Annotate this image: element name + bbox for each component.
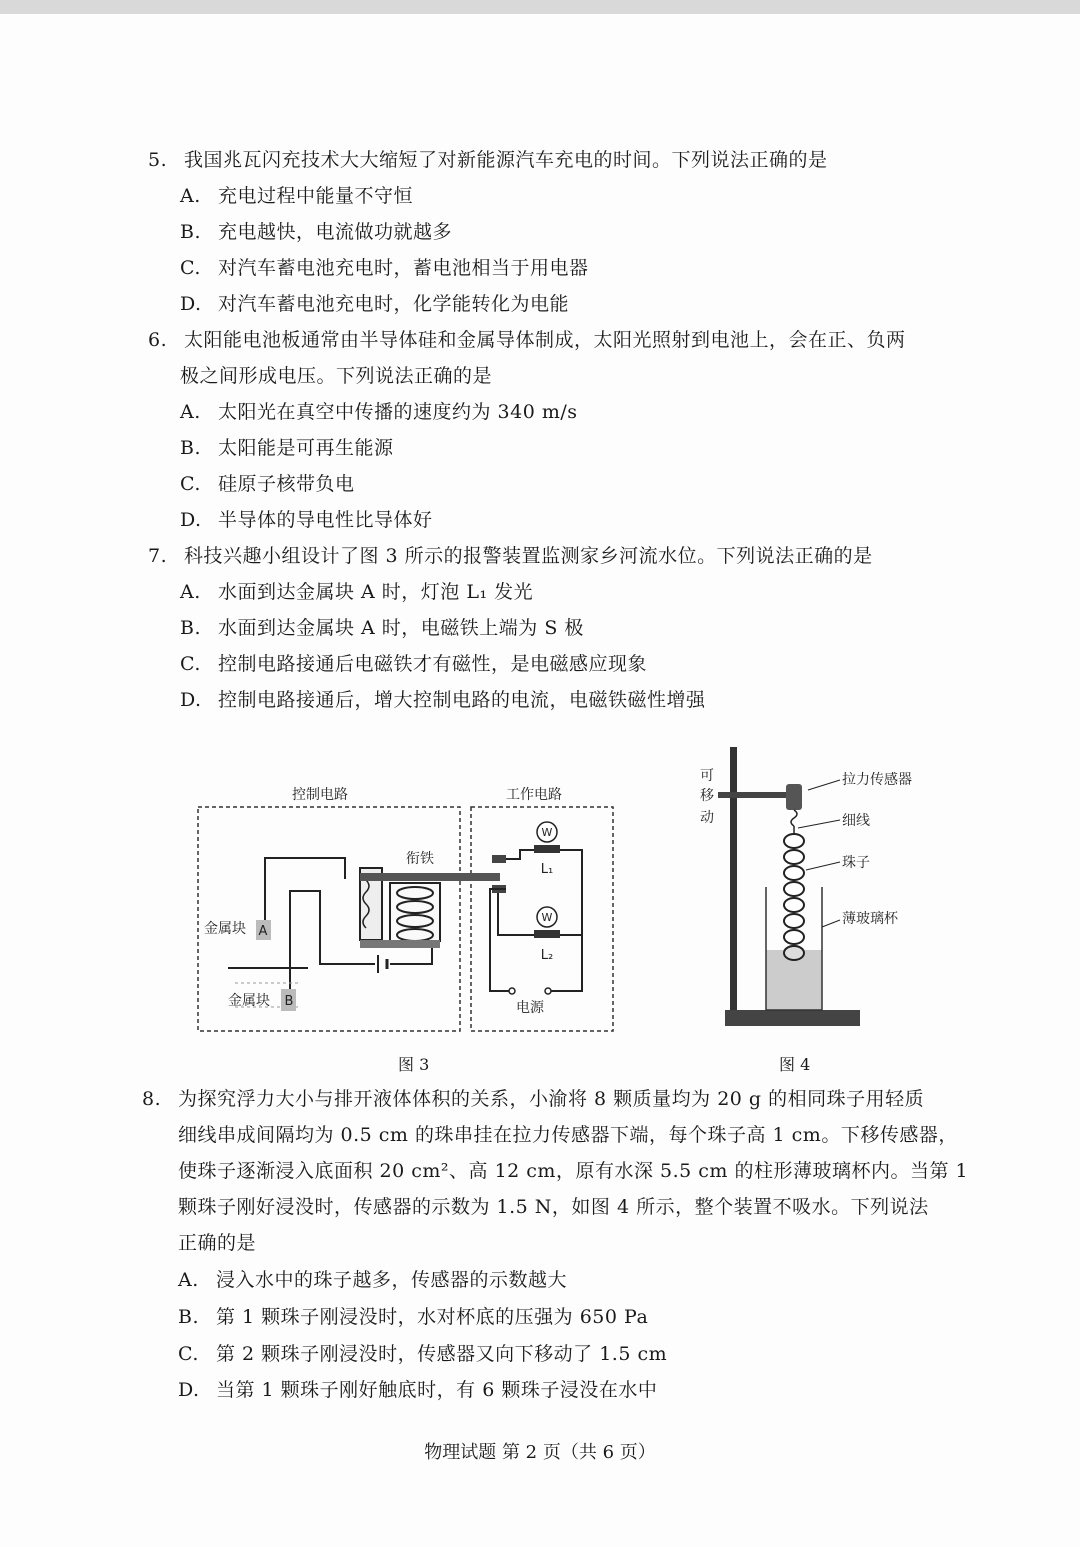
option-text: 控制电路接通后，增大控制电路的电流，电磁铁磁性增强 [218, 689, 706, 711]
option-letter: C. [180, 257, 201, 279]
metal-a-label: 金属块 [204, 921, 246, 937]
q5-option-b [180, 220, 452, 244]
movable-label-2: 移 [700, 788, 714, 804]
bead [784, 850, 804, 864]
bead [784, 914, 804, 928]
option-text: 第 2 颗珠子刚浸没时，传感器又向下移动了 1.5 cm [216, 1343, 668, 1365]
option-letter: C. [180, 653, 201, 675]
q6-stem-line1: 太阳能电池板通常由半导体硅和金属导体制成，太阳光照射到电池上，会在正、负两 [184, 329, 906, 351]
q7-stem [148, 544, 873, 568]
option-text: 当第 1 颗珠子刚好触底时，有 6 颗珠子浸没在水中 [216, 1379, 658, 1401]
armature [360, 873, 500, 881]
lamp-l2-label: L₂ [540, 948, 554, 963]
control-circuit-label: 控制电路 [292, 787, 348, 803]
option-text: 对汽车蓄电池充电时，化学能转化为电能 [218, 293, 570, 315]
submerged-bead [784, 946, 804, 960]
lamp-l1-w: W [541, 826, 553, 839]
bead [784, 866, 804, 880]
q5-stem-text: 我国兆瓦闪充技术大大缩短了对新能源汽车充电的时间。下列说法正确的是 [184, 149, 828, 171]
lamp-l2-base [534, 930, 560, 938]
q7-stem-text: 科技兴趣小组设计了图 3 所示的报警装置监测家乡河流水位。下列说法正确的是 [184, 545, 873, 567]
option-text: 控制电路接通后电磁铁才有磁性，是电磁感应现象 [218, 653, 648, 675]
q5-option-a [180, 184, 413, 208]
q8-stem-line3: 使珠子逐渐浸入底面积 20 cm²、高 12 cm，原有水深 5.5 cm 的柱形薄玻璃杯内。当第 1 [178, 1160, 969, 1182]
q8-stem-line5: 正确的是 [178, 1232, 257, 1254]
metal-a-letter: A [258, 924, 268, 939]
q6-option-c [180, 472, 355, 496]
bead [784, 882, 804, 896]
magnet-base [360, 940, 440, 948]
movable-label-1: 可 [700, 768, 714, 784]
q7-option-a [180, 580, 533, 604]
q8-stem-text: 为探究浮力大小与排开液体体积的关系，小渝将 8 颗质量均为 20 g 的相同珠子用轻质 [178, 1088, 925, 1110]
power-source-label: 电源 [516, 1000, 544, 1016]
sensor-label: 拉力传感器 [842, 772, 912, 788]
lamp-l1-label: L₁ [540, 862, 554, 877]
bead-string [784, 834, 804, 960]
hook-icon [791, 810, 797, 826]
option-letter: B. [180, 437, 202, 459]
q7-number: 7. [148, 545, 168, 567]
lamp-l2-w: W [541, 911, 553, 924]
q5-stem [148, 148, 828, 172]
option-letter: C. [180, 473, 201, 495]
thread-label: 细线 [842, 813, 870, 829]
option-letter: C. [178, 1343, 199, 1365]
work-circuit-label: 工作电路 [506, 787, 562, 803]
option-letter: B. [180, 617, 202, 639]
q8-option-c [178, 1342, 667, 1366]
q8-number: 8. [142, 1088, 162, 1110]
option-letter: D. [178, 1379, 200, 1401]
q6-stem [148, 328, 906, 352]
q8-stem-line4: 颗珠子刚好浸没时，传感器的示数为 1.5 N，如图 4 所示，整个装置不吸水。下列说法 [178, 1196, 929, 1218]
option-text: 太阳能是可再生能源 [218, 437, 394, 459]
armature-label: 衔铁 [406, 851, 434, 867]
option-letter: A. [180, 581, 201, 603]
stand-base [725, 1010, 860, 1026]
option-text: 第 1 颗珠子刚浸没时，水对杯底的压强为 650 Pa [216, 1306, 649, 1328]
q6-number: 6. [148, 329, 168, 351]
q7-option-d [180, 688, 706, 712]
contact-upper [492, 855, 506, 863]
option-text: 充电越快，电流做功就越多 [218, 221, 453, 243]
figure-3-caption: 图 3 [398, 1055, 430, 1074]
q7-option-b [180, 616, 584, 640]
option-letter: B. [178, 1306, 200, 1328]
metal-b-letter: B [284, 994, 294, 1009]
option-letter: D. [180, 509, 202, 531]
option-letter: A. [180, 401, 201, 423]
top-bar [0, 0, 1080, 14]
bead-pointer [806, 862, 840, 870]
option-text: 太阳光在真空中传播的速度约为 340 m/s [218, 401, 578, 423]
option-text: 水面到达金属块 A 时，电磁铁上端为 S 极 [218, 617, 584, 639]
q5-number: 5. [148, 149, 168, 171]
figure-4-caption: 图 4 [779, 1055, 811, 1074]
force-sensor-icon [786, 784, 802, 810]
option-text: 半导体的导电性比导体好 [218, 509, 433, 531]
q6-option-b [180, 436, 394, 460]
option-letter: D. [180, 689, 202, 711]
thread-pointer [798, 820, 840, 828]
q8-option-b [178, 1305, 648, 1329]
q5-option-c [180, 256, 589, 280]
metal-b-label: 金属块 [228, 993, 270, 1009]
option-text: 浸入水中的珠子越多，传感器的示数越大 [216, 1269, 568, 1291]
stand-rod [730, 747, 737, 1025]
q6-option-d [180, 508, 433, 532]
bead [784, 898, 804, 912]
power-terminal [545, 988, 551, 994]
option-text: 对汽车蓄电池充电时，蓄电池相当于用电器 [218, 257, 589, 279]
bead-label: 珠子 [842, 855, 870, 871]
q6-option-a [180, 400, 578, 424]
option-letter: B. [180, 221, 202, 243]
sensor-pointer [808, 780, 840, 790]
bead [784, 930, 804, 944]
figure-3-circuit [190, 775, 620, 1040]
option-text: 水面到达金属块 A 时，灯泡 L₁ 发光 [218, 581, 534, 603]
q8-stem-line1 [142, 1087, 924, 1111]
cup-pointer [822, 920, 840, 927]
option-letter: D. [180, 293, 202, 315]
q8-stem-line2: 细线串成间隔均为 0.5 cm 的珠串挂在拉力传感器下端，每个珠子高 1 cm。下移传感器， [178, 1124, 958, 1146]
option-text: 充电过程中能量不守恒 [218, 185, 414, 207]
q8-option-d [178, 1378, 657, 1402]
work-wire-left [490, 889, 510, 991]
q8-option-a [178, 1268, 567, 1292]
q7-option-c [180, 652, 647, 676]
bead [784, 834, 804, 848]
q5-option-d [180, 292, 569, 316]
page-footer: 物理试题 第 2 页（共 6 页） [424, 1442, 656, 1463]
cup-label: 薄玻璃杯 [842, 911, 898, 927]
figure-4-apparatus [690, 742, 940, 1037]
option-text: 硅原子核带负电 [218, 473, 355, 495]
lamp-l1-base [534, 845, 560, 853]
q6-stem-line2: 极之间形成电压。下列说法正确的是 [180, 365, 493, 387]
power-terminal [509, 988, 515, 994]
movable-label-3: 动 [700, 810, 714, 826]
option-letter: A. [180, 185, 201, 207]
option-letter: A. [178, 1269, 199, 1291]
